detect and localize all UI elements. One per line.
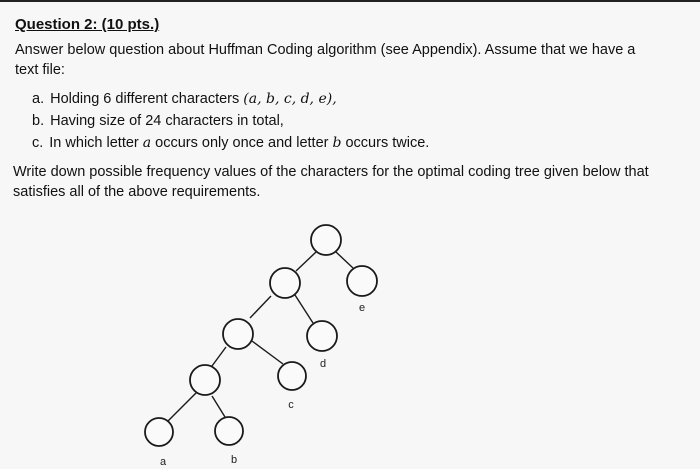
question-intro: Answer below question about Huffman Coding algorithm (see Appendix). Assume that we have a text file:: [15, 42, 636, 78]
tree-leaf-node-c: [278, 362, 306, 390]
requirement-text: Holding 6 different characters: [50, 91, 244, 107]
question-title: Question 2: (10 pts.): [15, 16, 160, 33]
tree-leaf-node-b: [215, 417, 243, 445]
tree-edge: [252, 341, 283, 364]
leaf-label-e: e: [358, 302, 366, 314]
task-instruction: Write down possible frequency values of the characters for the optimal coding tree given below that satisfies all of the above requirements.: [13, 164, 649, 200]
tree-internal-node: [223, 319, 253, 349]
requirement-text: occurs only once and letter: [151, 135, 333, 151]
leaf-label-b: b: [230, 454, 238, 466]
tree-leaf-node-a: [145, 418, 173, 446]
tree-edge: [336, 252, 353, 268]
requirement-math: a: [142, 135, 152, 151]
tree-edge: [212, 347, 226, 366]
leaf-label-a: a: [159, 456, 167, 468]
tree-internal-node: [190, 365, 220, 395]
tree-leaf-node-e: [347, 266, 377, 296]
tree-edge: [296, 252, 316, 271]
tree-internal-node: [311, 225, 341, 255]
leaf-label-d: d: [319, 358, 327, 370]
requirement-label: c.: [32, 135, 44, 151]
tree-edge: [168, 393, 196, 421]
leaf-label-c: c: [288, 399, 294, 411]
tree-internal-node: [270, 268, 300, 298]
requirement-math: (a, b, c, d, e),: [243, 91, 337, 107]
tree-edge: [295, 295, 313, 323]
requirement-text: occurs twice.: [341, 135, 430, 151]
requirement-label: a.: [32, 91, 45, 107]
requirement-math: b: [332, 135, 342, 151]
requirement-label: b.: [32, 113, 45, 129]
tree-edge: [212, 396, 225, 417]
tree-edge: [250, 296, 271, 318]
requirement-text: In which letter: [49, 135, 143, 151]
requirement-text: Having size of 24 characters in total,: [50, 113, 284, 129]
tree-leaf-node-d: [307, 321, 337, 351]
